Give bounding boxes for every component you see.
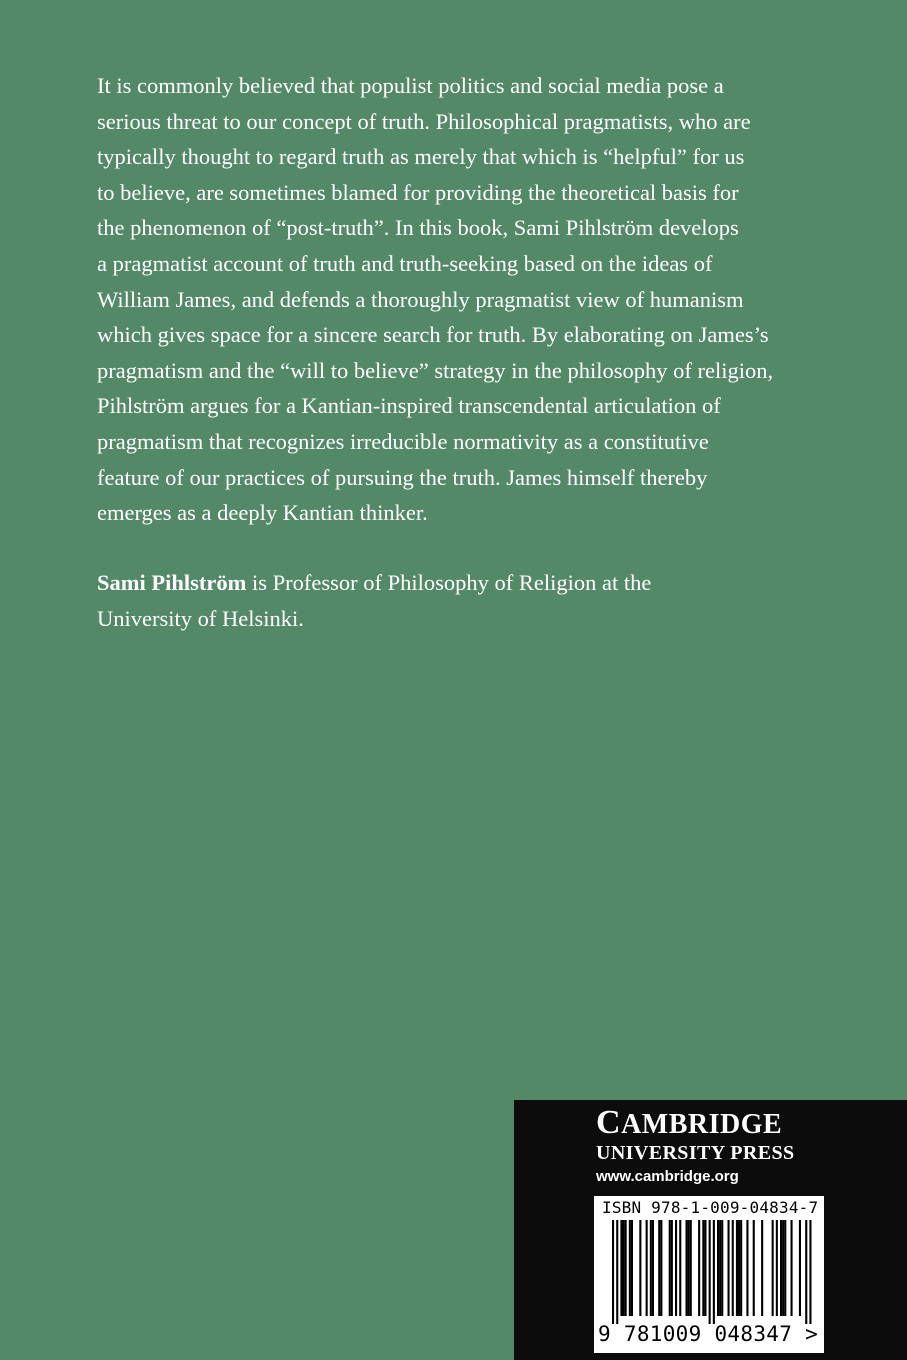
barcode-bar [686,1220,688,1316]
barcode-bar [717,1220,719,1316]
description-line: typically thought to regard truth as merely that which is “helpful” for us [97,144,745,170]
publisher-name-initial: C [596,1104,622,1141]
barcode-digits: 9 781009 048347 > [598,1322,819,1346]
barcode-bar [646,1220,648,1316]
barcode-bar [713,1220,715,1324]
isbn-barcode [594,1196,824,1353]
barcode-bars [600,1220,816,1324]
barcode-bar [746,1220,748,1316]
barcode-bar [728,1220,730,1316]
barcode-bar [671,1220,673,1316]
barcode-bar [784,1220,786,1316]
barcode-bar [679,1220,681,1316]
barcode-bar [732,1220,734,1316]
barcode-bar [791,1220,793,1316]
description-line: the phenomenon of “post-truth”. In this book, Sami Pihlström develops [97,215,739,241]
description-line: emerges as a deeply Kantian thinker. [97,500,428,526]
publisher-subtitle: UNIVERSITY PRESS [596,1142,795,1164]
description-line: It is commonly believed that populist politics and social media pose a [97,73,724,98]
description-line: which gives space for a sincere search for truth. By elaborating on James’s [97,322,769,348]
barcode-bar [782,1220,784,1316]
description-line: pragmatism and the “will to believe” strategy in the philosophy of religion, [97,357,774,383]
barcode-bar [761,1220,763,1316]
barcode-bar [650,1220,652,1316]
publisher-name-rest: AMBRIDGE [621,1109,783,1140]
barcode-bar [721,1220,723,1316]
barcode-bar [698,1220,700,1316]
publisher-url: www.cambridge.org [596,1168,739,1185]
barcode-bar [753,1220,755,1316]
description-line: to believe, are sometimes blamed for providing the theoretical basis for [97,179,739,205]
isbn-label: ISBN 978-1-009-04834-7 [602,1198,819,1217]
barcode-bar [658,1220,660,1316]
barcode-bar [740,1220,742,1316]
barcode-bar [639,1220,641,1316]
barcode-bar [675,1220,677,1316]
author-name: Sami Pihlström [97,570,247,595]
barcode-bar [702,1220,704,1316]
barcode-bar [631,1220,633,1316]
barcode-bar [620,1220,622,1316]
author-bio-line [97,565,817,601]
barcode-bar [799,1220,801,1316]
barcode-bar [690,1220,692,1316]
barcode-bar [780,1220,782,1316]
author-bio-text: is Professor of Philosophy of Religion at the [246,570,652,595]
barcode-bar [629,1220,631,1316]
barcode-bar [709,1220,711,1324]
barcode-bar [660,1220,662,1316]
barcode-bar [625,1220,627,1316]
publisher-panel [514,1100,907,1360]
barcode-bar [704,1220,706,1316]
description-line: Pihlström argues for a Kantian-inspired transcendental articulation of [97,393,721,419]
description-line: serious threat to our concept of truth. Philosophical pragmatists, who are [97,108,751,134]
author-bio [97,565,817,636]
publisher-logo-name [596,1104,782,1142]
description-line: feature of our practices of pursuing the truth. James himself thereby [97,464,708,490]
description-line: a pragmatist account of truth and truth-seeking based on the ideas of [97,250,713,276]
description-line: pragmatism that recognizes irreducible normativity as a constitutive [97,428,709,454]
description-line: William James, and defends a thoroughly pragmatist view of humanism [97,286,744,312]
author-bio-line: University of Helsinki. [97,605,304,631]
barcode-bar [809,1220,811,1324]
book-description [97,68,817,531]
barcode-bar [616,1220,618,1324]
barcode-bar [669,1220,671,1316]
barcode-bar [623,1220,625,1316]
barcode-bar [688,1220,690,1316]
barcode-bar [652,1220,654,1316]
barcode-bar [776,1220,778,1316]
barcode-bar [719,1220,721,1316]
barcode-bar [612,1220,614,1324]
barcode-bar [736,1220,738,1316]
barcode-bar [772,1220,774,1316]
barcode-bar [805,1220,807,1324]
barcode-bar [738,1220,740,1316]
